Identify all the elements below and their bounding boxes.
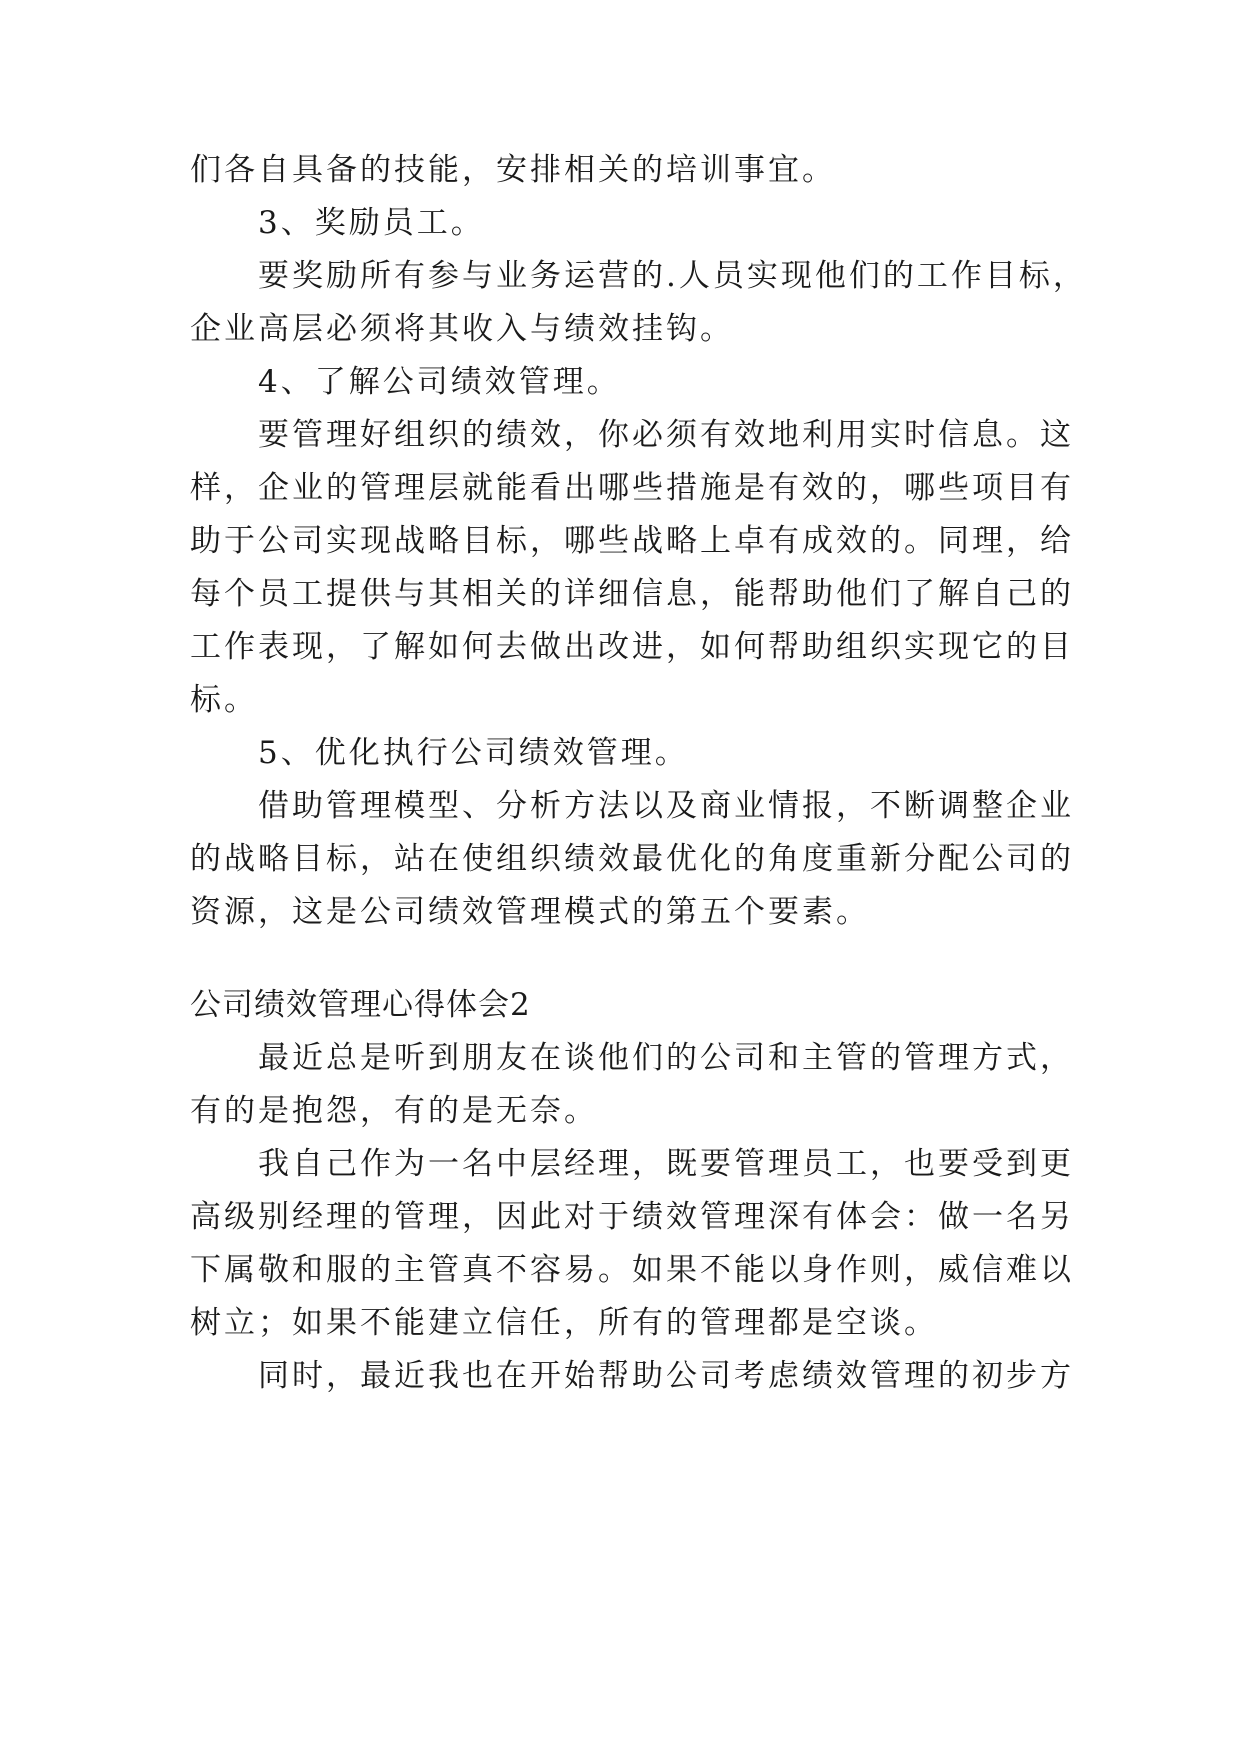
text-line: 们各自具备的技能，安排相关的培训事宜。: [190, 152, 836, 188]
text-line: 树立；如果不能建立信任，所有的管理都是空谈。: [190, 1305, 938, 1341]
text-line: 借助管理模型、分析方法以及商业情报，不断调整企业: [258, 788, 1074, 824]
article-title: 公司绩效管理心得体会2: [190, 987, 531, 1023]
text-line: 资源，这是公司绩效管理模式的第五个要素。: [190, 894, 870, 930]
section-heading-3: 3、奖励员工。: [258, 205, 485, 241]
text-line: 要奖励所有参与业务运营的.人员实现他们的工作目标，: [258, 258, 1087, 294]
text-line: 我自己作为一名中层经理，既要管理员工，也要受到更: [258, 1146, 1074, 1182]
text-line: 每个员工提供与其相关的详细信息，能帮助他们了解自己的: [190, 576, 1074, 612]
text-line: 样，企业的管理层就能看出哪些措施是有效的，哪些项目有: [190, 470, 1074, 506]
text-line: 工作表现，了解如何去做出改进，如何帮助组织实现它的目: [190, 629, 1074, 665]
text-line: 助于公司实现战略目标，哪些战略上卓有成效的。同理，给: [190, 523, 1074, 559]
text-line: 标。: [190, 682, 258, 718]
text-line: 企业高层必须将其收入与绩效挂钩。: [190, 311, 734, 347]
text-line: 有的是抱怨，有的是无奈。: [190, 1093, 598, 1129]
text-line: 同时，最近我也在开始帮助公司考虑绩效管理的初步方: [258, 1358, 1074, 1394]
section-heading-5: 5、优化执行公司绩效管理。: [258, 735, 689, 771]
text-line: 高级别经理的管理，因此对于绩效管理深有体会：做一名另: [190, 1199, 1074, 1235]
text-line: 下属敬和服的主管真不容易。如果不能以身作则，威信难以: [190, 1252, 1074, 1288]
text-line: 最近总是听到朋友在谈他们的公司和主管的管理方式，: [258, 1040, 1074, 1076]
text-line: 要管理好组织的绩效，你必须有效地利用实时信息。这: [258, 417, 1074, 453]
text-line: 的战略目标，站在使组织绩效最优化的角度重新分配公司的: [190, 841, 1074, 877]
section-heading-4: 4、了解公司绩效管理。: [258, 364, 621, 400]
